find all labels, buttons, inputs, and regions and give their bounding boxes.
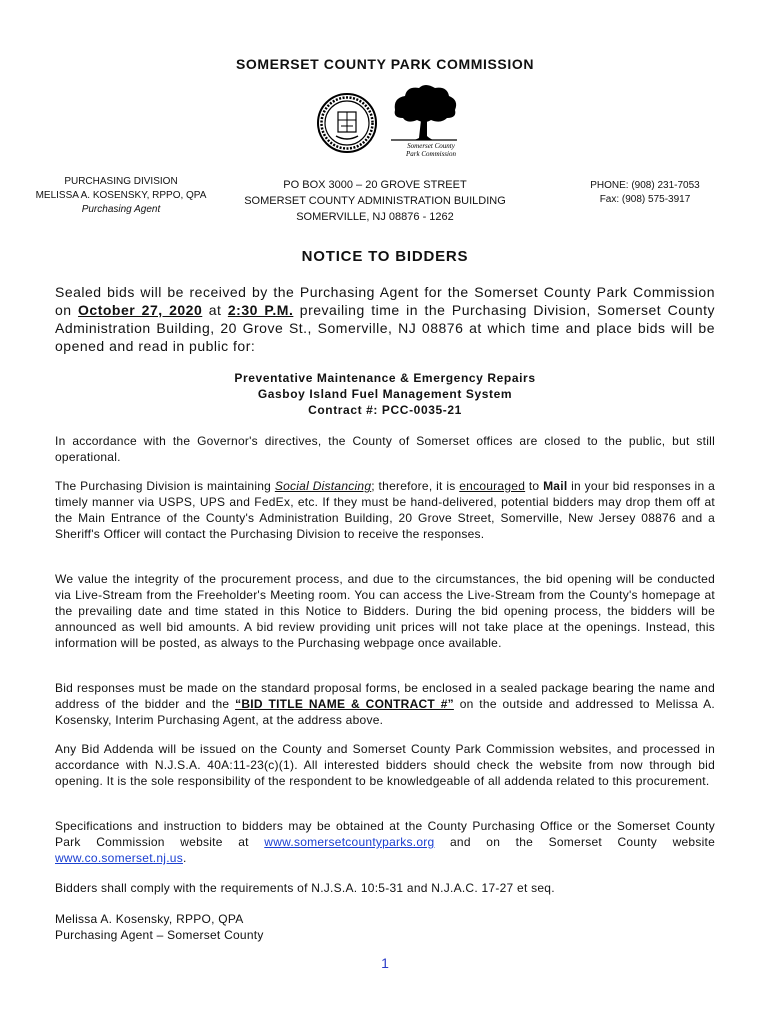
park-commission-tree-logo: [385, 80, 463, 160]
lead-text-1: Sealed bids will be received by the Purchasing Agent for the Somerset County Park Commission on: [55, 284, 715, 318]
signer-title: Purchasing Agent – Somerset County: [55, 928, 264, 942]
specs-paragraph: [55, 818, 715, 866]
bid-time: 2:30 P.M.: [227, 302, 294, 318]
specs-text-2: and on the Somerset County website: [434, 835, 716, 849]
responses-text-2: on the outside and addressed to Melissa A. Kosensky, Interim Purchasing Agent, at the address above.: [55, 697, 715, 727]
distancing-paragraph: [55, 478, 715, 542]
address-block: [230, 177, 520, 225]
phone: PHONE: (908) 231-7053: [590, 180, 700, 191]
fax: Fax: (908) 575-3917: [599, 194, 691, 205]
lead-text-2: at: [202, 302, 228, 318]
governor-paragraph: In accordance with the Governor's directives, the County of Somerset offices are closed to the public, but still operational.: [55, 434, 715, 464]
bid-title-contract: “BID TITLE NAME & CONTRACT #”: [235, 697, 454, 711]
purchasing-division-block: [22, 175, 220, 217]
address-line-1: PO BOX 3000 – 20 GROVE STREET: [283, 179, 467, 191]
agent-name: MELISSA A. KOSENSKY, RPPO, QPA: [35, 190, 207, 201]
address-line-3: SOMERVILLE, NJ 08876 - 1262: [296, 211, 454, 223]
specs-text-1: Specifications and instruction to bidders may be obtained at the County Purchasing Office or the Somerset County Park Commission website at: [55, 819, 715, 849]
project-line-2: Gasboy Island Fuel Management System: [257, 387, 513, 401]
agent-title: Purchasing Agent: [81, 204, 161, 215]
signature-block: [55, 911, 715, 943]
logo-caption-2: Park Commission: [406, 150, 456, 158]
distancing-text-3: to: [525, 479, 544, 493]
distancing-text-2: ; therefore, it is: [371, 479, 460, 493]
distancing-text-4: in your bid responses in a timely manner via USPS, UPS and FedEx, etc. If they must be hand-delivered, potential bidders may drop them off at the Main Entrance of the County's Administration Building, 20 Grove Street, Somerville, New Jersey 08876 and a Sheriff's Officer will contact the Purchasing Division to receive the responses.: [55, 479, 716, 541]
addenda-paragraph: Any Bid Addenda will be issued on the County and Somerset County Park Commission websites, and processed in accordance with N.J.S.A. 40A:11-23(c)(1). All interested bidders should check the website from now through bid opening. It is the sole responsibility of the respondent to be knowledgeable of all addenda related to this procurement.: [55, 742, 715, 788]
county-seal-icon: [316, 92, 378, 154]
notice-title: NOTICE TO BIDDERS: [301, 248, 469, 265]
mail: Mail: [543, 479, 568, 493]
contact-block: [560, 179, 730, 207]
project-block: [55, 370, 715, 418]
park-website-link[interactable]: www.somersetcountyparks.org: [264, 835, 435, 849]
logo-caption-1: Somerset County: [407, 142, 455, 150]
project-line-1: Preventative Maintenance & Emergency Repairs: [234, 371, 536, 385]
page-number: 1: [381, 955, 389, 971]
social-distancing: Social Distancing: [274, 479, 372, 493]
lead-paragraph: [55, 283, 715, 355]
integrity-paragraph: We value the integrity of the procurement process, and due to the circumstances, the bid opening will be conducted via Live-Stream from the Freeholder's Meeting room. You can access the Live-Stream from the County's homepage at the prevailing date and time stated in this Notice to Bidders. During the bid opening process, the bidders will be announced as well bid amounts. A bid review providing unit prices will not take place at the openings. Instead, this information will be posted, as always to the Purchasing webpage once available.: [55, 572, 715, 650]
encouraged: encouraged: [459, 479, 526, 493]
address-line-2: SOMERSET COUNTY ADMINISTRATION BUILDING: [244, 195, 506, 207]
county-website-link[interactable]: www.co.somerset.nj.us: [55, 851, 183, 865]
contract-number: Contract #: PCC-0035-21: [308, 403, 462, 417]
comply-paragraph: Bidders shall comply with the requirements of N.J.S.A. 10:5-31 and N.J.A.C. 17-27 et seq.: [55, 881, 555, 895]
responses-text-1: Bid responses must be made on the standard proposal forms, be enclosed in a sealed package bearing the name and address of the bidder and the: [55, 681, 715, 711]
division-name: PURCHASING DIVISION: [64, 176, 178, 187]
responses-paragraph: [55, 680, 715, 728]
specs-text-3: .: [182, 851, 187, 865]
signer-name: Melissa A. Kosensky, RPPO, QPA: [55, 912, 244, 926]
bid-date: October 27, 2020: [78, 302, 203, 318]
org-title: SOMERSET COUNTY PARK COMMISSION: [235, 56, 535, 72]
distancing-text-1: The Purchasing Division is maintaining: [55, 479, 275, 493]
lead-text-3: prevailing time in the Purchasing Division, Somerset County Administration Building, 20 Grove St., Somerville, NJ 08876 at which time and place bids will be opened and read in public for:: [55, 302, 716, 354]
